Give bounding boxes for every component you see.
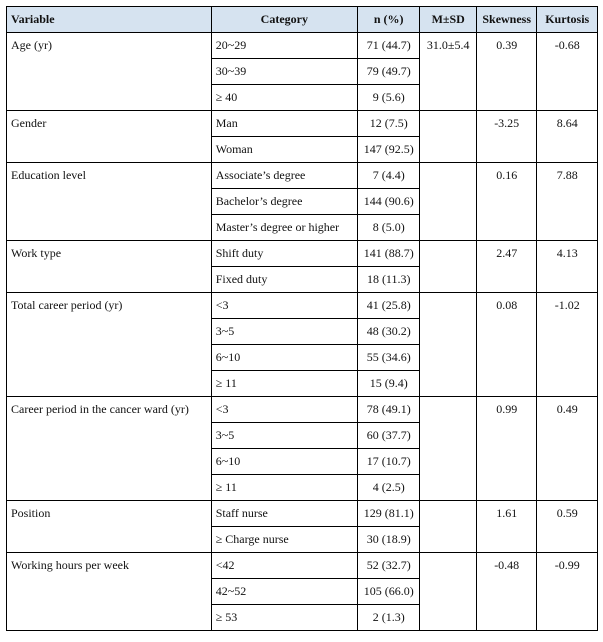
- table-row: [7, 501, 598, 527]
- table-row: [7, 397, 598, 423]
- header-skewness: Skewness: [476, 7, 537, 33]
- n-percent-cell: 129 (81.1): [357, 501, 420, 527]
- category-cell: 42~52: [211, 579, 357, 605]
- mean-sd-cell: [420, 553, 476, 631]
- category-cell: Woman: [211, 137, 357, 163]
- n-percent-cell: 144 (90.6): [357, 189, 420, 215]
- category-cell: ≥ 53: [211, 605, 357, 631]
- skewness-cell: 0.08: [476, 293, 537, 397]
- mean-sd-cell: [420, 163, 476, 241]
- category-cell: 6~10: [211, 345, 357, 371]
- n-percent-cell: 17 (10.7): [357, 449, 420, 475]
- table-row: [7, 163, 598, 189]
- category-cell: ≥ 11: [211, 475, 357, 501]
- n-percent-cell: 18 (11.3): [357, 267, 420, 293]
- category-cell: 3~5: [211, 423, 357, 449]
- skewness-cell: 2.47: [476, 241, 537, 293]
- category-cell: 20~29: [211, 33, 357, 59]
- category-cell: ≥ 11: [211, 371, 357, 397]
- n-percent-cell: 52 (32.7): [357, 553, 420, 579]
- category-cell: 3~5: [211, 319, 357, 345]
- table-row: [7, 33, 598, 59]
- category-cell: Fixed duty: [211, 267, 357, 293]
- mean-sd-cell: [420, 397, 476, 501]
- mean-sd-cell: [420, 293, 476, 397]
- table-row: [7, 293, 598, 319]
- n-percent-cell: 71 (44.7): [357, 33, 420, 59]
- n-percent-cell: 30 (18.9): [357, 527, 420, 553]
- mean-sd-cell: [420, 241, 476, 293]
- category-cell: Associate’s degree: [211, 163, 357, 189]
- category-cell: <42: [211, 553, 357, 579]
- variable-cell: Gender: [7, 111, 212, 163]
- category-cell: Shift duty: [211, 241, 357, 267]
- kurtosis-cell: 7.88: [537, 163, 598, 241]
- variable-cell: Position: [7, 501, 212, 553]
- n-percent-cell: 4 (2.5): [357, 475, 420, 501]
- n-percent-cell: 2 (1.3): [357, 605, 420, 631]
- n-percent-cell: 55 (34.6): [357, 345, 420, 371]
- category-cell: 30~39: [211, 59, 357, 85]
- category-cell: ≥ 40: [211, 85, 357, 111]
- mean-sd-cell: 31.0±5.4: [420, 33, 476, 111]
- n-percent-cell: 141 (88.7): [357, 241, 420, 267]
- kurtosis-cell: 4.13: [537, 241, 598, 293]
- category-cell: 6~10: [211, 449, 357, 475]
- header-n-percent: n (%): [357, 7, 420, 33]
- category-cell: Master’s degree or higher: [211, 215, 357, 241]
- variable-cell: Career period in the cancer ward (yr): [7, 397, 212, 501]
- variable-cell: Total career period (yr): [7, 293, 212, 397]
- kurtosis-cell: 0.59: [537, 501, 598, 553]
- table-row: [7, 553, 598, 579]
- category-cell: Man: [211, 111, 357, 137]
- header-mean-sd: M±SD: [420, 7, 476, 33]
- header-variable: Variable: [7, 7, 212, 33]
- mean-sd-cell: [420, 501, 476, 553]
- header-kurtosis: Kurtosis: [537, 7, 598, 33]
- category-cell: Bachelor’s degree: [211, 189, 357, 215]
- table-row: [7, 241, 598, 267]
- demographics-table: [6, 6, 598, 631]
- kurtosis-cell: 0.49: [537, 397, 598, 501]
- mean-sd-cell: [420, 111, 476, 163]
- category-cell: ≥ Charge nurse: [211, 527, 357, 553]
- skewness-cell: 1.61: [476, 501, 537, 553]
- n-percent-cell: 48 (30.2): [357, 319, 420, 345]
- n-percent-cell: 8 (5.0): [357, 215, 420, 241]
- n-percent-cell: 60 (37.7): [357, 423, 420, 449]
- header-row: [7, 7, 598, 33]
- skewness-cell: -0.48: [476, 553, 537, 631]
- skewness-cell: 0.99: [476, 397, 537, 501]
- variable-cell: Work type: [7, 241, 212, 293]
- skewness-cell: -3.25: [476, 111, 537, 163]
- n-percent-cell: 41 (25.8): [357, 293, 420, 319]
- header-category: Category: [211, 7, 357, 33]
- variable-cell: Age (yr): [7, 33, 212, 111]
- category-cell: <3: [211, 397, 357, 423]
- kurtosis-cell: 8.64: [537, 111, 598, 163]
- n-percent-cell: 9 (5.6): [357, 85, 420, 111]
- n-percent-cell: 105 (66.0): [357, 579, 420, 605]
- category-cell: Staff nurse: [211, 501, 357, 527]
- category-cell: <3: [211, 293, 357, 319]
- n-percent-cell: 12 (7.5): [357, 111, 420, 137]
- table-row: [7, 111, 598, 137]
- variable-cell: Education level: [7, 163, 212, 241]
- n-percent-cell: 78 (49.1): [357, 397, 420, 423]
- kurtosis-cell: -0.68: [537, 33, 598, 111]
- kurtosis-cell: -0.99: [537, 553, 598, 631]
- variable-cell: Working hours per week: [7, 553, 212, 631]
- kurtosis-cell: -1.02: [537, 293, 598, 397]
- n-percent-cell: 147 (92.5): [357, 137, 420, 163]
- n-percent-cell: 7 (4.4): [357, 163, 420, 189]
- n-percent-cell: 15 (9.4): [357, 371, 420, 397]
- skewness-cell: 0.16: [476, 163, 537, 241]
- n-percent-cell: 79 (49.7): [357, 59, 420, 85]
- skewness-cell: 0.39: [476, 33, 537, 111]
